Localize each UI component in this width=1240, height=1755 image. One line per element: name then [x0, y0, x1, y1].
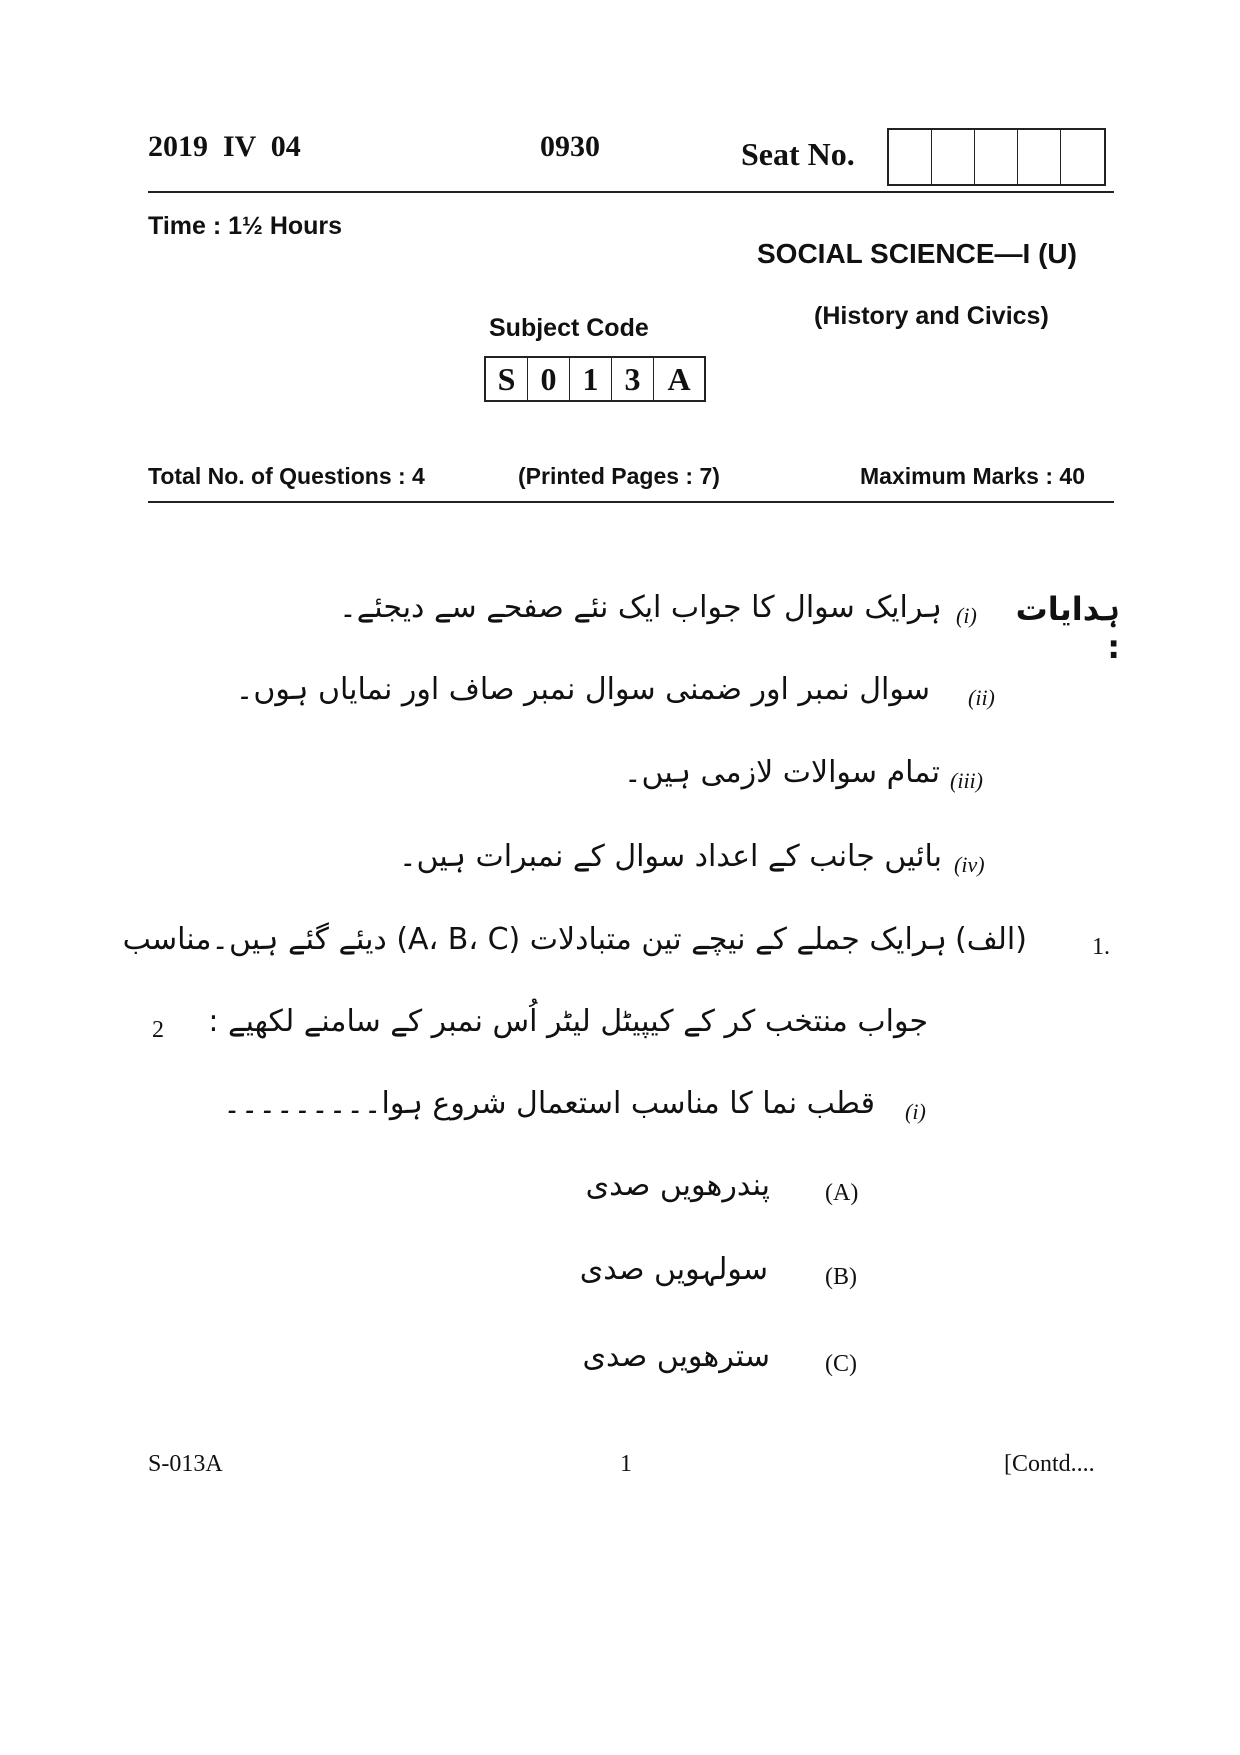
subject-code-char: A: [667, 360, 691, 397]
footer-code: S-013A: [148, 1451, 223, 1477]
question-marks: 2: [152, 1017, 164, 1043]
question-line: جواب منتخب کر کے کیپیٹل لیٹر اُس نمبر کے سامنے لکھیے :: [208, 1004, 928, 1039]
total-questions: Total No. of Questions : 4: [148, 463, 425, 489]
seat-box[interactable]: [932, 130, 975, 184]
subject-code-char: 1: [570, 358, 612, 400]
option-label: (B): [825, 1264, 857, 1290]
instruction-number: (i): [956, 603, 977, 628]
question-line: ہرایک جملے کے نیچے تین متبادلات (A، B، C) دیئے گئے ہیں۔مناسب: [122, 922, 947, 957]
option-text: پندرھویں صدی: [585, 1168, 770, 1203]
header-divider: [148, 191, 1114, 193]
summary-divider: [148, 501, 1114, 503]
seat-number-boxes[interactable]: [887, 128, 1106, 186]
subject-code-label: Subject Code: [489, 314, 649, 342]
instruction-text: ہرایک سوال کا جواب ایک نئے صفحے سے دیجئے۔: [339, 590, 942, 625]
seat-label: Seat No.: [741, 136, 855, 172]
instruction-text: سوال نمبر اور ضمنی سوال نمبر صاف اور نمایاں ہوں۔: [235, 672, 930, 707]
time-allowed: Time : 1½ Hours: [148, 212, 343, 240]
subject-code-char: 0: [528, 358, 570, 400]
subject-code-char: 3: [612, 358, 654, 400]
sub-question-text: قطب نما کا مناسب استعمال شروع ہوا۔۔۔۔۔۔۔۔۔: [223, 1086, 875, 1121]
option-label: (A): [825, 1180, 859, 1206]
sub-question-number: (i): [905, 1099, 926, 1124]
paper-code: 0930: [540, 130, 600, 163]
subject-code-boxes: [484, 356, 706, 402]
seat-box[interactable]: [975, 130, 1018, 184]
seat-box[interactable]: [889, 130, 932, 184]
option-text: سولہویں صدی: [579, 1252, 768, 1287]
seat-box[interactable]: [1061, 130, 1104, 184]
instruction-text: تمام سوالات لازمی ہیں۔: [623, 755, 940, 790]
instruction-number: (ii): [968, 685, 995, 710]
instruction-text: بائیں جانب کے اعداد سوال کے نمبرات ہیں۔: [398, 839, 942, 874]
subject-code-char: S: [486, 358, 528, 400]
option-text: سترھویں صدی: [582, 1339, 770, 1374]
seat-box[interactable]: [1018, 130, 1061, 184]
page-number: 1: [620, 1451, 632, 1477]
subject-subtitle: (History and Civics): [814, 302, 1049, 330]
instruction-number: (iv): [954, 852, 985, 877]
continued-marker: [Contd....: [1004, 1451, 1095, 1477]
date-code: 2019 IV 04: [148, 130, 301, 163]
option-label: (C): [825, 1351, 857, 1377]
printed-pages: (Printed Pages : 7): [518, 463, 720, 489]
maximum-marks: Maximum Marks : 40: [860, 463, 1085, 489]
subject-title: SOCIAL SCIENCE—I (U): [757, 238, 1077, 269]
question-number: 1.: [1092, 934, 1110, 960]
instruction-number: (iii): [950, 768, 983, 793]
question-part-label: (الف): [955, 922, 1027, 957]
instructions-heading: ہدایات :: [1015, 590, 1120, 666]
